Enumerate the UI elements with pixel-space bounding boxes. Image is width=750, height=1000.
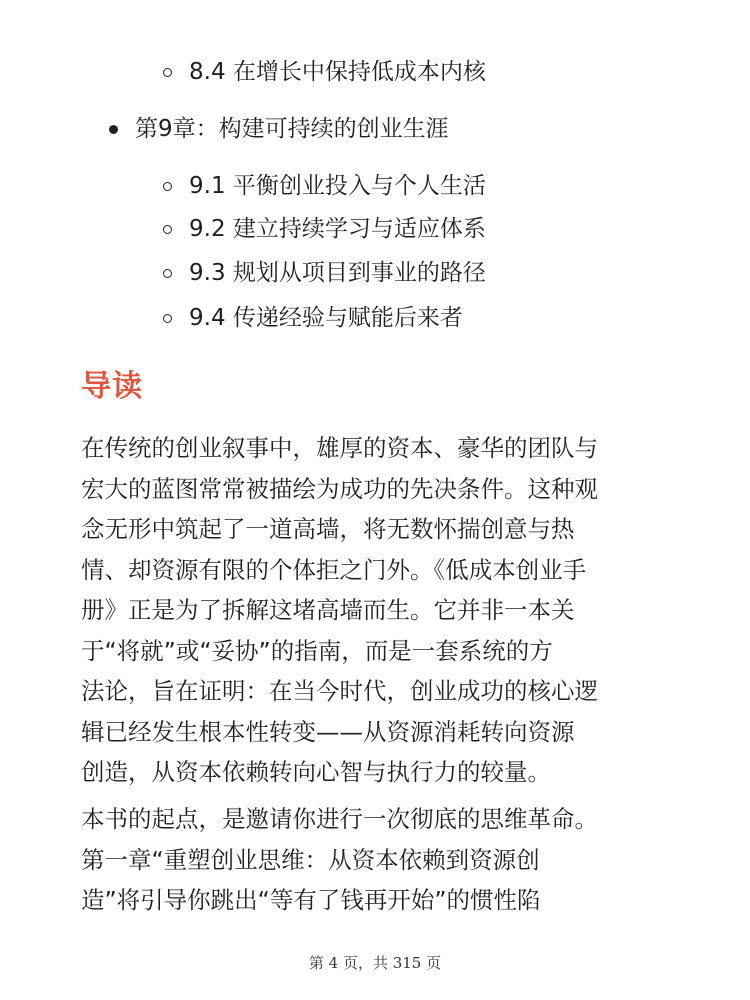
toc-item-label: 9.3 规划从项目到事业的路径	[189, 260, 486, 286]
paragraph-line: 情、却资源有限的个体拒之门外。《低成本创业手	[81, 555, 587, 584]
paragraph-line: 册》正是为了拆解这堵高墙而生。它并非一本关	[81, 596, 575, 624]
paragraph-line: 辑已经发生根本性转变——从资源消耗转向资源	[81, 717, 575, 746]
toc-item-9-3[interactable]	[163, 258, 486, 288]
paragraph-line: 法论，旨在证明：在当今时代，创业成功的核心逻	[81, 677, 598, 705]
toc-item-9-2[interactable]	[163, 214, 486, 244]
toc-item-label: 8.4 在增长中保持低成本内核	[189, 59, 486, 85]
toc-item-label: 9.4 传递经验与赋能后来者	[189, 305, 463, 331]
toc-item-chapter-9[interactable]	[109, 114, 449, 144]
paragraph-line: 宏大的蓝图常常被描绘为成功的先决条件。这种观	[81, 474, 598, 503]
section-title: 导读	[81, 369, 143, 404]
toc-item-9-1[interactable]	[163, 171, 486, 201]
hollow-bullet-icon	[163, 182, 172, 191]
paragraph-line: 于“将就”或“妥协”的指南，而是一套系统的方	[81, 636, 553, 665]
body-paragraph-2	[81, 799, 598, 921]
toc-item-label: 9.2 建立持续学习与适应体系	[189, 216, 486, 242]
hollow-bullet-icon	[163, 68, 172, 77]
filled-bullet-icon	[109, 125, 118, 134]
body-paragraph-1	[81, 428, 598, 793]
paragraph-line: 本书的起点，是邀请你进行一次彻底的思维革命。	[81, 805, 598, 833]
hollow-bullet-icon	[163, 269, 172, 278]
toc-item-8-4[interactable]	[163, 57, 486, 87]
paragraph-line: 创造，从资本依赖转向心智与执行力的较量。	[81, 758, 551, 786]
page-number-footer: 第 4 页，共 315 页	[308, 954, 442, 972]
paragraph-line: 念无形中筑起了一道高墙，将无数怀揣创意与热	[81, 515, 575, 543]
toc-item-label: 第9章：构建可持续的创业生涯	[135, 116, 449, 142]
paragraph-line: 在传统的创业叙事中，雄厚的资本、豪华的团队与	[81, 434, 598, 462]
paragraph-line: 第一章“重塑创业思维：从资本依赖到资源创	[81, 845, 540, 874]
paragraph-line: 造”将引导你跳出“等有了钱再开始”的惯性陷	[81, 886, 541, 914]
hollow-bullet-icon	[163, 314, 172, 323]
toc-item-9-4[interactable]	[163, 303, 463, 333]
hollow-bullet-icon	[163, 225, 172, 234]
toc-item-label: 9.1 平衡创业投入与个人生活	[189, 173, 486, 199]
